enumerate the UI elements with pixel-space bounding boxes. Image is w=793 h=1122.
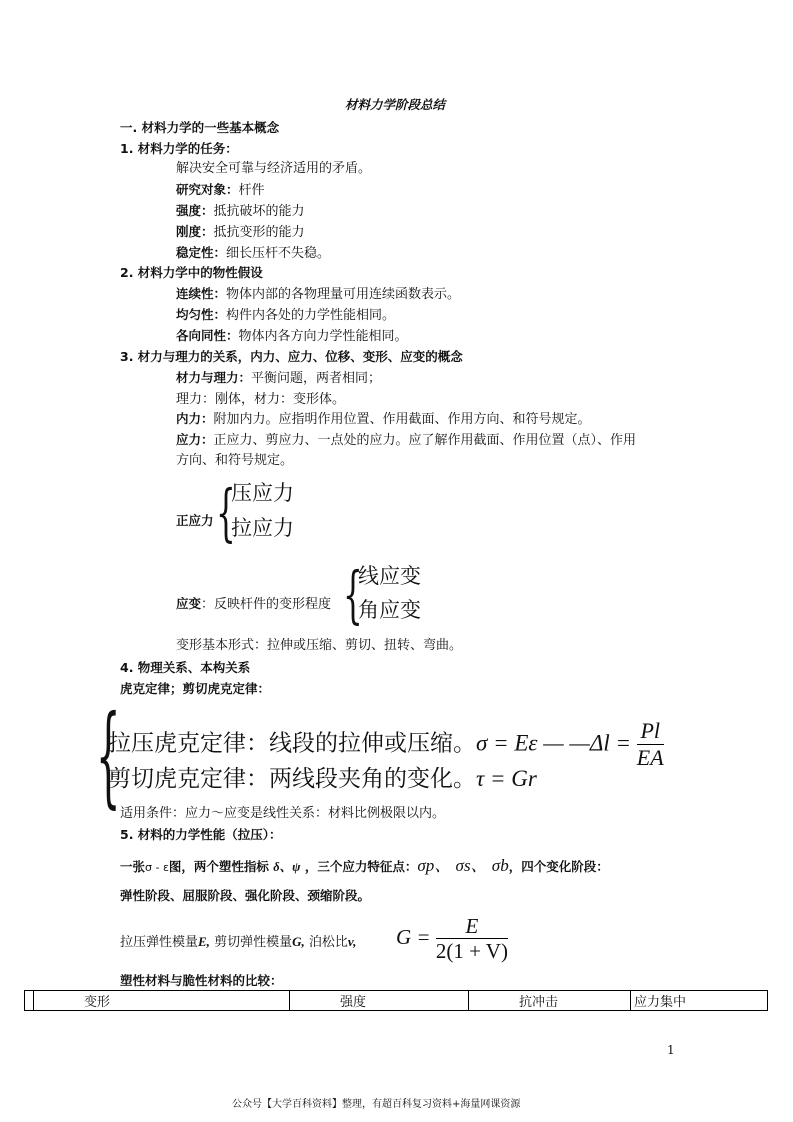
item: 各向同性：物体内各方向力学性能相同。 [176,328,408,344]
subheading-3: 3. 材力与理力的关系，内力、应力、位移、变形、应变的概念 [120,349,463,364]
item: 研究对象：杆件 [176,182,265,198]
item: 内力：附加内力。应指明作用位置、作用截面、作用方向、和符号规定。 [176,411,591,427]
doc-title: 材料力学阶段总结 [345,97,446,112]
section-heading: 一. 材料力学的一些基本概念 [120,120,280,135]
hooke-title: 虎克定律；剪切虎克定律： [120,681,271,696]
item: 材力与理力：平衡问题，两者相同； [176,370,382,386]
item: 刚度：抵抗变形的能力 [176,224,305,240]
shear-modulus-formula: G = $\frac{E}{2(1 + V)}$ [396,914,508,963]
footer-text: 公众号【大学百科资料】整理，有超百科复习资料+海量网课资源 [232,1099,521,1110]
formula-text: 拉应力 [231,516,294,540]
subheading-4: 4. 物理关系、本构关系 [120,660,251,675]
subheading-2: 2. 材料力学中的物性假设 [120,265,263,280]
item: 理力：刚体，材力：变形体。 [176,392,346,407]
page-number: 1 [667,1043,675,1057]
item: 应力：正应力、剪应力、一点处的应力。应了解作用截面、作用位置（点）、作用 [176,432,637,448]
item: 均匀性：构件内各处的力学性能相同。 [176,307,396,323]
table-row: 变形 强度 抗冲击 应力集中 [25,991,768,1011]
text-line: 方向、和符号规定。 [176,453,294,468]
formula-text: 压应力 [231,481,294,505]
subheading-5: 5. 材料的力学性能（拉压）： [120,827,282,842]
strain-line: 应变：反映杆件的变形程度 [176,596,332,612]
text-line: 弹性阶段、屈服阶段、强化阶段、颈缩阶段。 [120,888,371,903]
comparison-table [24,990,768,1011]
text-line: 适用条件：应力～应变是线性关系：材料比例极限以内。 [120,806,446,821]
hooke-law-2: 剪切虎克定律：两线段夹角的变化。τ = Gr [108,766,537,792]
moduli-line: 拉压弹性模量E, 剪切弹性模量G, 泊松比v, [120,934,357,950]
subheading-1: 1. 材料力学的任务： [120,141,238,156]
comparison-title: 塑性材料与脆性材料的比较： [120,973,283,988]
brace-icon: { [343,558,363,631]
properties-line: 一张σ - ε图，两个塑性指标 δ、ψ ，三个应力特征点：σp、 σs、 σb，四个变化阶段： [120,856,609,875]
text-line: 解决安全可靠与经济适用的矛盾。 [176,161,372,176]
hooke-law-1: 拉压虎克定律：线段的拉伸或压缩。σ = Eε — —Δl = $\frac{Pl}{EA}$ [108,718,664,770]
item: 强度：抵抗破坏的能力 [176,203,305,219]
normal-stress-label: 正应力 [176,513,214,528]
brace-icon: { [216,476,236,549]
text-line: 变形基本形式：拉伸或压缩、剪切、扭转、弯曲。 [176,638,463,653]
brace-icon: { [96,691,121,819]
formula-text: 线应变 [358,564,421,588]
item: 稳定性：细长压杆不失稳。 [176,245,331,261]
item: 连续性：物体内部的各物理量可用连续函数表示。 [176,286,461,302]
formula-text: 角应变 [358,598,421,622]
